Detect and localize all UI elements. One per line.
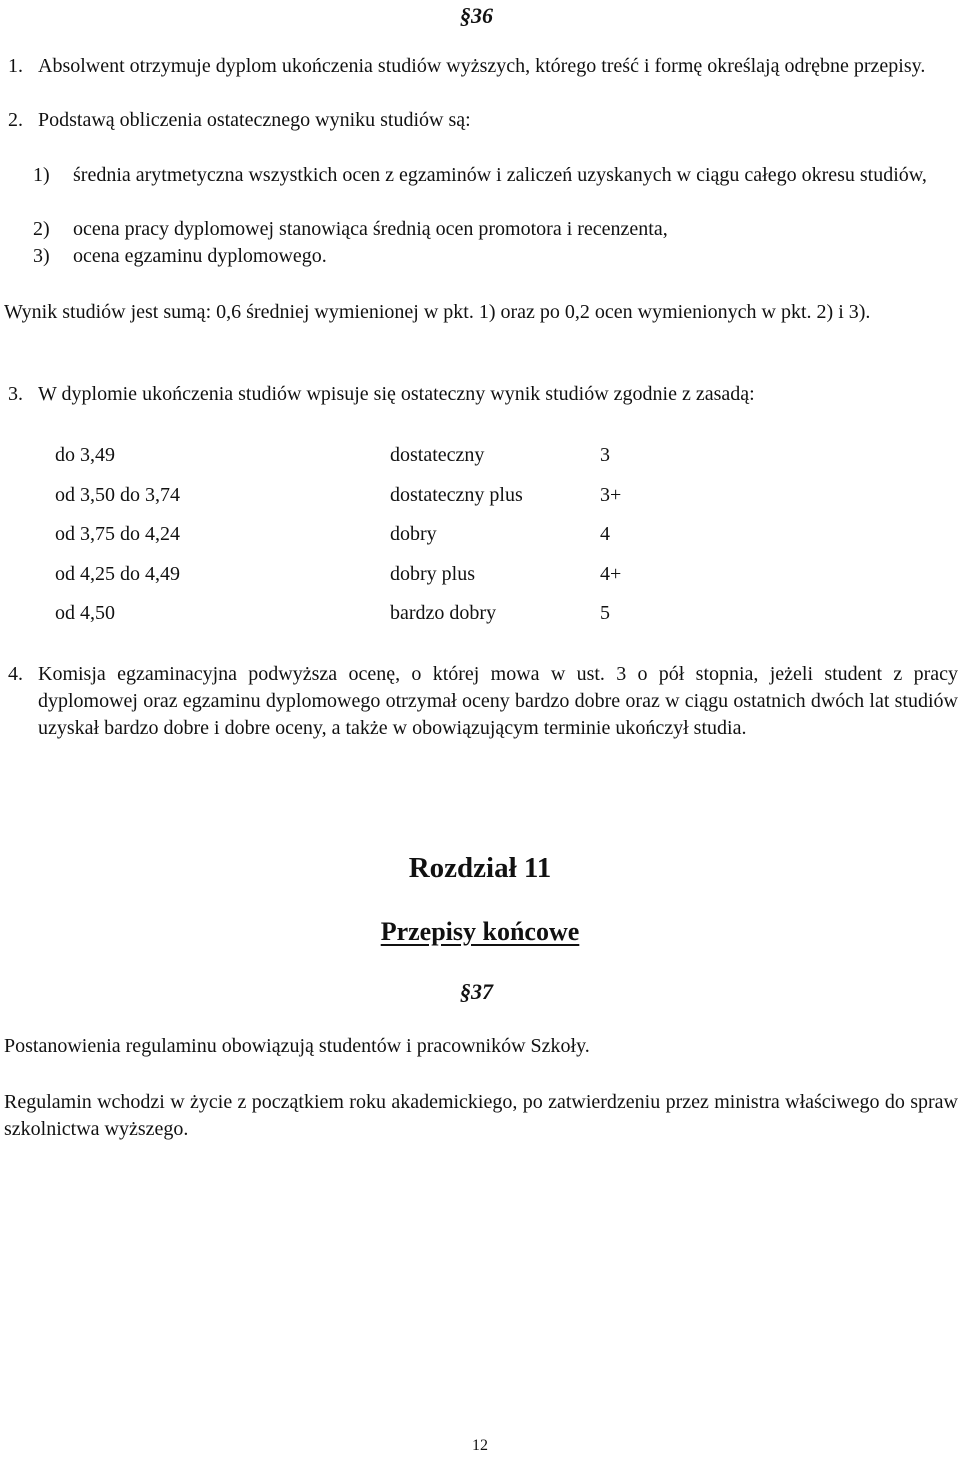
point-2-number: 2. [8,109,23,131]
result-paragraph: Wynik studiów jest sumą: 0,6 średniej wymienionej w pkt. 1) oraz po 0,2 ocen wymienionych w pkt. 2) i 3). [4,301,871,323]
subitem-1-number: 1) [33,164,50,186]
subitem-3-number: 3) [33,245,50,267]
grade-value: 4 [600,523,610,545]
grade-label: dobry [390,523,437,545]
grade-row [0,482,960,509]
section-37-paragraph-2: Regulamin wchodzi w życie z początkiem roku akademickiego, po zatwierdzeniu przez ministra właściwego do spraw szkolnictwa wyższego. [4,1091,958,1140]
subitem-1-text: średnia arytmetyczna wszystkich ocen z egzaminów i zaliczeń uzyskanych w ciągu całego okresu studiów, [73,164,927,186]
point-4-number: 4. [8,663,23,685]
chapter-subtitle: Przepisy końcowe [380,917,580,946]
grade-range: do 3,49 [55,444,115,466]
point-4-text: Komisja egzaminacyjna podwyższa ocenę, o której mowa w ust. 3 o pół stopnia, jeżeli student z pracy dyplomowej oraz egzaminu dyplomowego otrzymał oceny bardzo dobre oraz w ciągu ostatnich dwóch lat studiów uzyskał bardzo dobre i dobre oceny, a także w obowiązującym terminie ukończył studia. [38,663,958,739]
page-number: 12 [472,1437,488,1454]
grade-range: od 3,50 do 3,74 [55,484,180,506]
point-1-number: 1. [8,55,23,77]
grade-range: od 4,25 do 4,49 [55,563,180,585]
grade-label: bardzo dobry [390,602,497,624]
grade-value: 3 [600,444,610,466]
grade-label: dostateczny plus [390,484,523,506]
grade-row [0,521,960,548]
point-3-text: W dyplomie ukończenia studiów wpisuje się ostateczny wynik studiów zgodnie z zasadą: [38,383,755,405]
grade-row [0,442,960,469]
grade-label: dobry plus [390,563,475,585]
grade-value: 4+ [600,563,622,585]
section-37-paragraph-1: Postanowienia regulaminu obowiązują studentów i pracowników Szkoły. [4,1035,590,1057]
grade-row [0,600,960,627]
grade-range: od 3,75 do 4,24 [55,523,180,545]
point-1-text: Absolwent otrzymuje dyplom ukończenia studiów wyższych, którego treść i formę określają odrębne przepisy. [38,55,926,77]
subitem-2-number: 2) [33,218,50,240]
point-3-number: 3. [8,383,23,405]
section-36-heading: §36 [460,3,493,28]
grade-row [0,561,960,588]
section-37-heading: §37 [460,979,493,1004]
grade-value: 5 [600,602,610,624]
grade-value: 3+ [600,484,622,506]
grade-range: od 4,50 [55,602,115,624]
grade-label: dostateczny [390,444,485,466]
subitem-3-text: ocena egzaminu dyplomowego. [73,245,327,267]
subitem-2-text: ocena pracy dyplomowej stanowiąca średnią ocen promotora i recenzenta, [73,218,668,240]
chapter-title: Rozdział 11 [408,852,552,884]
point-2-text: Podstawą obliczenia ostatecznego wyniku studiów są: [38,109,471,131]
